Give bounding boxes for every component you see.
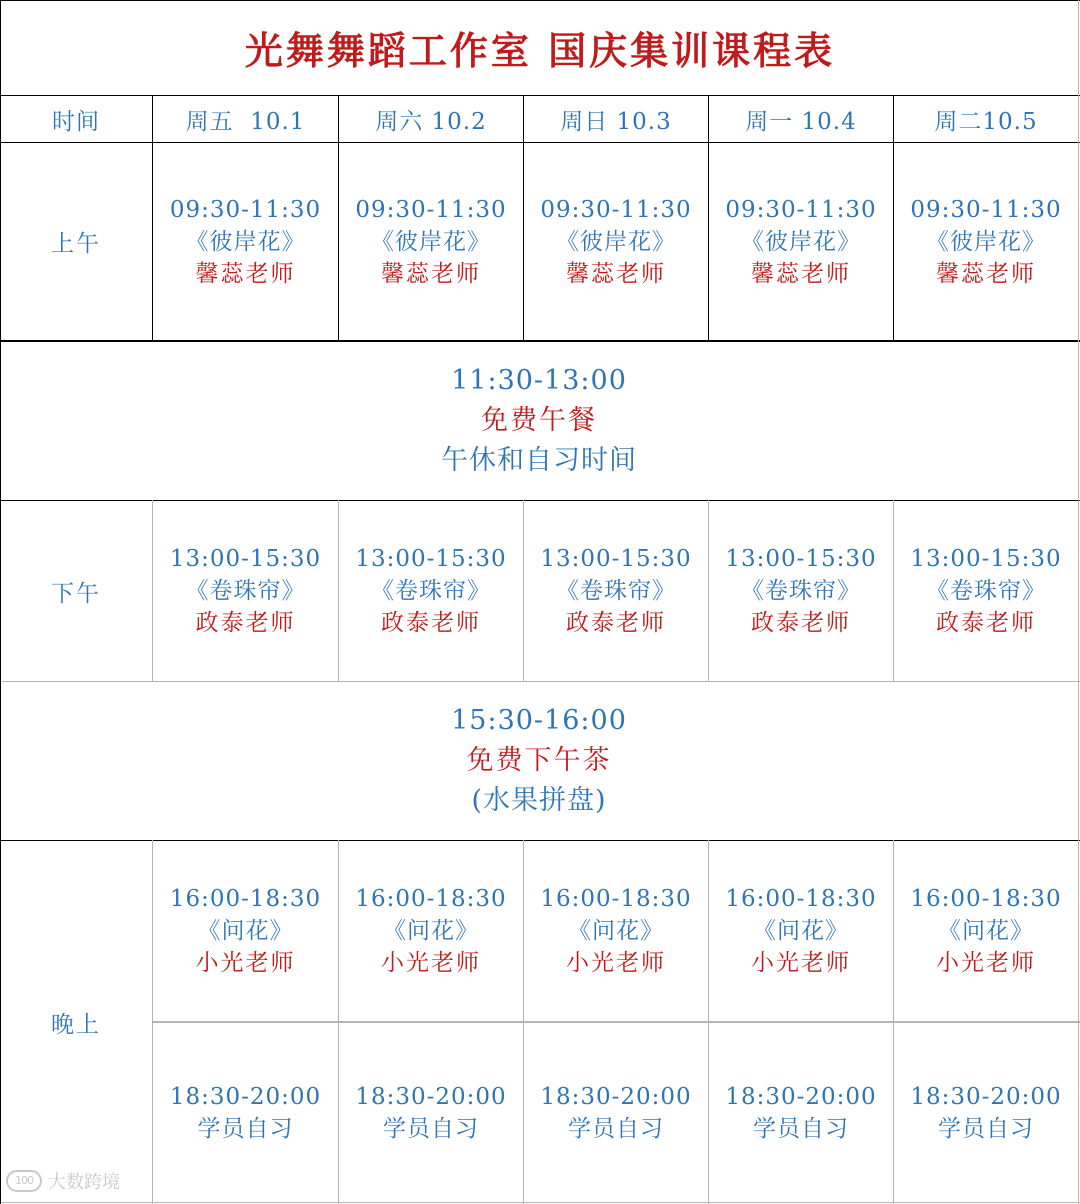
course-name: 《问花》 <box>938 918 1034 944</box>
morning-session-cell <box>339 143 523 340</box>
afternoon-session-cell <box>894 501 1078 681</box>
lunch-title: 免费午餐 <box>481 405 597 436</box>
self-study-cell <box>153 1023 338 1202</box>
teacher-name: 政泰老师 <box>566 610 666 636</box>
teacher-name: 政泰老师 <box>381 610 481 636</box>
time-header: 时间 <box>52 108 100 135</box>
course-name: 《彼岸花》 <box>185 228 306 255</box>
schedule-title: 光舞舞蹈工作室 国庆集训课程表 <box>244 28 836 73</box>
morning-session-cell <box>894 143 1078 340</box>
afternoon-session-cell <box>524 501 708 681</box>
grid-line <box>0 1202 1080 1203</box>
course-name: 《问花》 <box>383 918 479 944</box>
day-header: 周五 10.1 <box>185 108 306 135</box>
course-name: 《彼岸花》 <box>556 228 676 255</box>
day-header: 周六 10.2 <box>375 108 487 135</box>
evening-class-cell <box>339 841 523 1021</box>
self-study-label: 学员自习 <box>938 1115 1034 1142</box>
afternoon-session-cell <box>709 501 893 681</box>
course-name: 《问花》 <box>197 918 294 944</box>
session-time: 16:00-18:30 <box>169 886 322 912</box>
tea-break-band <box>0 682 1078 840</box>
session-time: 16:00-18:30 <box>910 886 1062 912</box>
self-study-cell <box>339 1023 523 1202</box>
session-time: 13:00-15:30 <box>169 546 322 572</box>
session-time: 16:00-18:30 <box>355 886 507 912</box>
session-time: 16:00-18:30 <box>540 886 692 912</box>
lunch-note: 午休和自习时间 <box>441 445 637 476</box>
session-time: 18:30-20:00 <box>725 1083 877 1110</box>
tea-time: 15:30-16:00 <box>451 705 627 736</box>
course-name: 《彼岸花》 <box>741 228 861 255</box>
teacher-name: 小光老师 <box>936 950 1036 976</box>
grid-line <box>1078 0 1079 1204</box>
course-name: 《问花》 <box>568 918 664 944</box>
session-time: 09:30-11:30 <box>169 196 322 223</box>
course-name: 《彼岸花》 <box>371 228 491 255</box>
teacher-name: 馨蕊老师 <box>751 260 851 287</box>
teacher-name: 小光老师 <box>566 950 666 976</box>
self-study-label: 学员自习 <box>753 1115 849 1142</box>
day-header: 周二10.5 <box>934 108 1038 135</box>
morning-session-cell <box>524 143 708 340</box>
teacher-name: 小光老师 <box>751 950 851 976</box>
session-time: 13:00-15:30 <box>725 546 877 572</box>
morning-session-cell <box>153 143 338 340</box>
teacher-name: 小光老师 <box>381 950 481 976</box>
self-study-cell <box>894 1023 1078 1202</box>
course-name: 《卷珠帘》 <box>741 578 861 604</box>
session-time: 13:00-15:30 <box>355 546 507 572</box>
session-time: 18:30-20:00 <box>910 1083 1062 1110</box>
course-name: 《彼岸花》 <box>926 228 1046 255</box>
evening-class-cell <box>894 841 1078 1021</box>
self-study-label: 学员自习 <box>568 1115 664 1142</box>
watermark-logo: 100 <box>6 1170 42 1192</box>
row-label-morning: 上午 <box>51 231 101 257</box>
self-study-label: 学员自习 <box>383 1115 479 1142</box>
day-header: 周日 10.3 <box>560 108 672 135</box>
teacher-name: 小光老师 <box>195 950 296 976</box>
session-time: 18:30-20:00 <box>169 1083 322 1110</box>
day-header: 周一 10.4 <box>745 108 857 135</box>
session-time: 13:00-15:30 <box>910 546 1062 572</box>
teacher-name: 馨蕊老师 <box>936 260 1036 287</box>
session-time: 18:30-20:00 <box>540 1083 692 1110</box>
evening-class-cell <box>153 841 338 1021</box>
course-name: 《问花》 <box>753 918 849 944</box>
teacher-name: 政泰老师 <box>936 610 1036 636</box>
evening-class-cell <box>524 841 708 1021</box>
course-name: 《卷珠帘》 <box>185 578 306 604</box>
session-time: 09:30-11:30 <box>540 196 692 223</box>
session-time: 18:30-20:00 <box>355 1083 507 1110</box>
session-time: 16:00-18:30 <box>725 886 877 912</box>
course-name: 《卷珠帘》 <box>371 578 491 604</box>
watermark-text: 大数跨境 <box>48 1172 120 1193</box>
teacher-name: 馨蕊老师 <box>195 260 296 287</box>
teacher-name: 馨蕊老师 <box>566 260 666 287</box>
tea-title: 免费下午茶 <box>466 745 612 776</box>
session-time: 09:30-11:30 <box>725 196 877 223</box>
lunch-time: 11:30-13:00 <box>451 365 627 396</box>
row-label-evening: 晚上 <box>51 1011 101 1038</box>
self-study-cell <box>709 1023 893 1202</box>
evening-class-cell <box>709 841 893 1021</box>
session-time: 09:30-11:30 <box>910 196 1062 223</box>
morning-session-cell <box>709 143 893 340</box>
session-time: 13:00-15:30 <box>540 546 692 572</box>
afternoon-session-cell <box>339 501 523 681</box>
teacher-name: 政泰老师 <box>195 610 296 636</box>
afternoon-session-cell <box>153 501 338 681</box>
teacher-name: 馨蕊老师 <box>381 260 481 287</box>
row-label-afternoon: 下午 <box>51 580 101 607</box>
teacher-name: 政泰老师 <box>751 610 851 636</box>
course-name: 《卷珠帘》 <box>556 578 676 604</box>
tea-note: (水果拼盘) <box>471 785 607 816</box>
lunch-break-band <box>0 342 1078 500</box>
watermark <box>6 1168 120 1194</box>
course-name: 《卷珠帘》 <box>926 578 1046 604</box>
self-study-label: 学员自习 <box>197 1115 294 1142</box>
session-time: 09:30-11:30 <box>355 196 507 223</box>
self-study-cell <box>524 1023 708 1202</box>
